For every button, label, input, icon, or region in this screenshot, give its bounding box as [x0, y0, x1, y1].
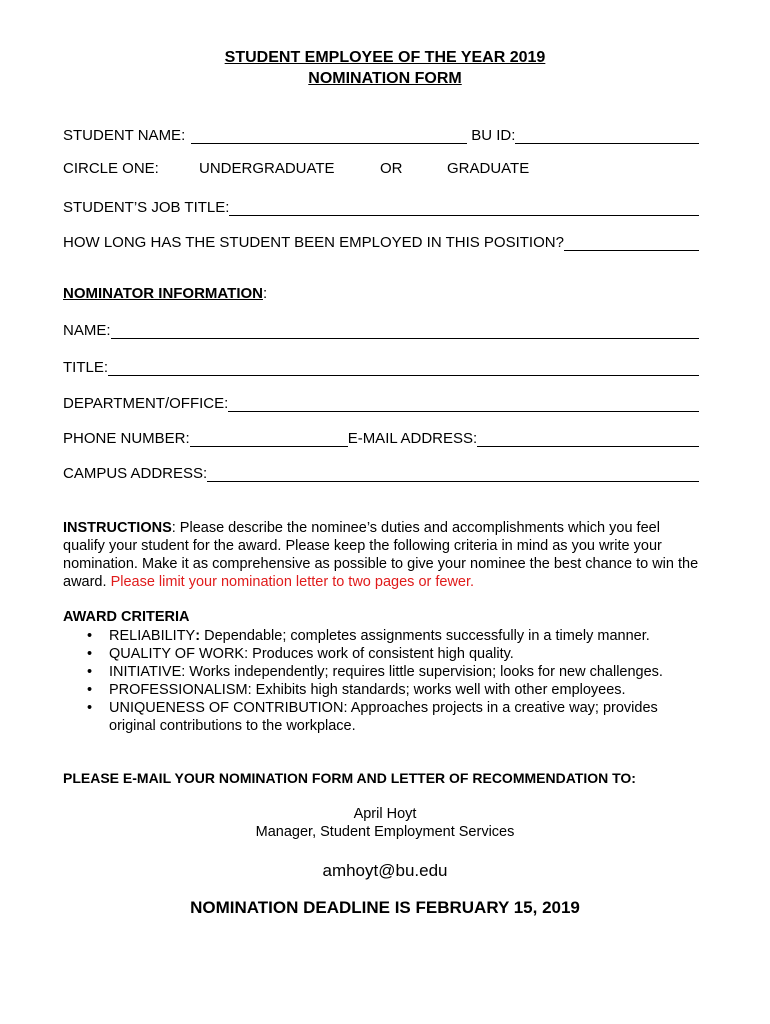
employed-duration-label: HOW LONG HAS THE STUDENT BEEN EMPLOYED IN THIS POSITION? — [63, 234, 564, 251]
contact-email[interactable]: amhoyt@bu.edu — [322, 861, 448, 880]
student-name-field[interactable] — [191, 128, 467, 144]
criteria-colon: : — [195, 628, 201, 644]
criteria-lead: RELIABILITY — [109, 628, 196, 644]
option-graduate[interactable]: GRADUATE — [447, 160, 530, 177]
criteria-item — [63, 681, 703, 699]
nominator-heading-colon: : — [262, 285, 268, 302]
campus-address-row — [63, 462, 699, 482]
criteria-item — [63, 699, 703, 735]
student-name-row — [63, 124, 699, 144]
bu-id-field[interactable] — [515, 128, 699, 144]
deadline-notice: NOMINATION DEADLINE IS FEBRUARY 15, 2019 — [190, 898, 580, 917]
award-criteria-heading: AWARD CRITERIA — [63, 609, 190, 625]
phone-label: PHONE NUMBER: — [63, 430, 190, 447]
employed-duration-row — [63, 231, 699, 251]
job-title-row — [63, 196, 699, 216]
criteria-item — [63, 663, 703, 681]
criteria-item — [63, 645, 703, 663]
nominator-title-field[interactable] — [108, 360, 699, 376]
phone-field[interactable] — [190, 431, 348, 447]
criteria-lead: PROFESSIONALISM — [109, 682, 248, 698]
bullet-icon: • — [87, 646, 93, 662]
nominator-name-field[interactable] — [111, 323, 699, 339]
criteria-text: : Produces work of consistent high quality. — [244, 646, 514, 662]
email-label: E-MAIL ADDRESS: — [347, 430, 478, 447]
criteria-lead: QUALITY OF WORK — [109, 646, 245, 662]
bu-id-label: BU ID: — [471, 127, 516, 144]
job-title-label: STUDENT’S JOB TITLE: — [63, 199, 230, 216]
employed-duration-field[interactable] — [564, 235, 699, 251]
nominator-title-row — [63, 356, 699, 376]
bullet-icon: • — [87, 682, 93, 698]
form-title-line2: NOMINATION FORM — [308, 70, 462, 87]
campus-address-field[interactable] — [207, 466, 699, 482]
criteria-lead: UNIQUENESS OF CONTRIBUTION — [109, 700, 344, 716]
criteria-text: : Works independently; requires little supervision; looks for new challenges. — [181, 664, 663, 680]
email-instructions-heading: PLEASE E-MAIL YOUR NOMINATION FORM AND LETTER OF RECOMMENDATION TO: — [63, 770, 636, 786]
phone-email-row — [63, 427, 699, 447]
instructions-paragraph — [63, 519, 703, 591]
department-field[interactable] — [228, 396, 699, 412]
campus-address-label: CAMPUS ADDRESS: — [63, 465, 208, 482]
criteria-lead: INITIATIVE — [109, 664, 182, 680]
nominator-name-label: NAME: — [63, 322, 111, 339]
award-criteria-list — [63, 627, 703, 735]
contact-name: April Hoyt — [353, 806, 417, 822]
form-title-line1: STUDENT EMPLOYEE OF THE YEAR 2019 — [224, 49, 546, 66]
option-or: OR — [380, 160, 403, 177]
criteria-text: Dependable; completes assignments successfully in a timely manner. — [200, 628, 650, 644]
nominator-heading — [63, 285, 267, 302]
criteria-text: : Approaches projects in a creative way; provides original contributions to the workplace. — [109, 700, 658, 734]
criteria-item — [63, 627, 703, 645]
circle-one-label: CIRCLE ONE: — [63, 160, 159, 177]
job-title-field[interactable] — [229, 200, 699, 216]
student-name-label: STUDENT NAME: — [63, 127, 186, 144]
nominator-heading-text: NOMINATOR INFORMATION — [63, 285, 263, 302]
instructions-text: : Please describe the nominee’s duties and accomplishments which you feel qualify your student for the award. Please keep the following criteria in mind as you write your nomination. Make it as comprehensive as possible to give your nominee the best chance to win the award. — [63, 520, 699, 590]
instructions-label: INSTRUCTIONS — [63, 520, 172, 536]
bullet-icon: • — [87, 628, 93, 644]
bullet-icon: • — [87, 664, 93, 680]
nominator-title-label: TITLE: — [63, 359, 109, 376]
department-row — [63, 392, 699, 412]
bullet-icon: • — [87, 700, 93, 716]
instructions-limit-note: Please limit your nomination letter to two pages or fewer. — [110, 574, 475, 590]
criteria-text: : Exhibits high standards; works well with other employees. — [247, 682, 626, 698]
department-label: DEPARTMENT/OFFICE: — [63, 395, 229, 412]
contact-role: Manager, Student Employment Services — [255, 824, 515, 840]
option-undergraduate[interactable]: UNDERGRADUATE — [199, 160, 335, 177]
nominator-name-row — [63, 319, 699, 339]
email-field[interactable] — [477, 431, 699, 447]
